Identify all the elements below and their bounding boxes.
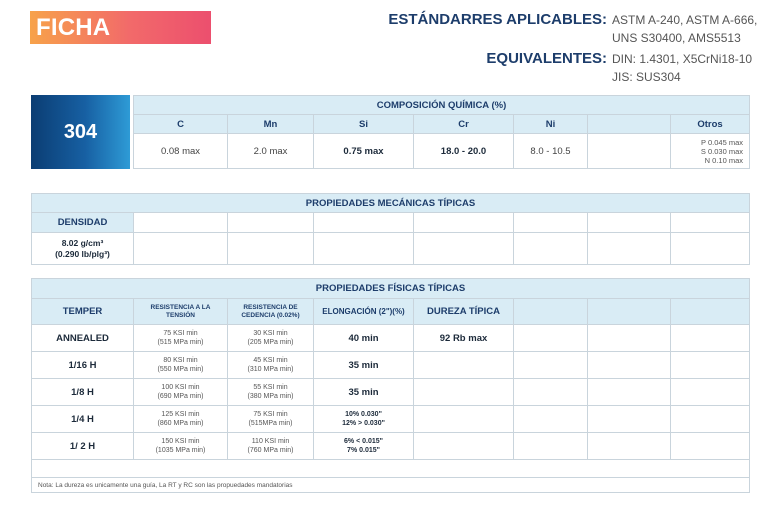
row-tension-line: (550 MPa min) xyxy=(157,366,204,373)
row-tension-line: (1035 MPa min) xyxy=(155,447,206,454)
header-yield xyxy=(228,299,314,325)
composition-value-empty xyxy=(588,134,671,168)
header-tension-line: TENSIÓN xyxy=(166,311,195,319)
row-empty-cell xyxy=(588,352,671,379)
composition-value-si: 0.75 max xyxy=(314,134,414,168)
density-line: (0.290 lb/plg³) xyxy=(55,248,110,259)
row-yield xyxy=(228,433,314,460)
standards-line: ASTM A-240, ASTM A-666, xyxy=(612,13,758,27)
row-tension xyxy=(134,379,228,406)
row-empty-cell xyxy=(671,325,749,352)
equivalents-value xyxy=(612,50,752,86)
row-yield-line: 75 KSI min xyxy=(253,411,288,418)
composition-value-mn: 2.0 max xyxy=(228,134,314,168)
mechanical-empty-cell xyxy=(514,213,588,233)
physical-title: PROPIEDADES FÍSICAS TÍPICAS xyxy=(32,279,749,299)
row-elongation xyxy=(314,406,414,433)
composition-header-cr: Cr xyxy=(414,115,514,134)
equivalents-line: JIS: SUS304 xyxy=(612,70,681,84)
row-tension-line: (860 MPa min) xyxy=(157,420,204,427)
row-tension xyxy=(134,352,228,379)
composition-table xyxy=(133,95,750,169)
mechanical-empty-cell xyxy=(588,233,671,264)
composition-header-empty xyxy=(588,115,671,134)
row-yield-line: 55 KSI min xyxy=(253,384,288,391)
mechanical-empty-cell xyxy=(671,233,749,264)
mechanical-empty-cell xyxy=(228,233,314,264)
composition-value-cr: 18.0 - 20.0 xyxy=(414,134,514,168)
header-empty xyxy=(514,299,588,325)
density-line: 8.02 g/cm³ xyxy=(61,237,104,248)
row-temper: 1/16 H xyxy=(32,352,134,379)
row-temper: 1/8 H xyxy=(32,379,134,406)
composition-value-otros xyxy=(671,134,749,168)
row-hardness xyxy=(414,433,514,460)
mechanical-empty-cell xyxy=(414,213,514,233)
row-elongation-line: 10% 0.030" xyxy=(345,411,382,418)
composition-header-ni: Ni xyxy=(514,115,588,134)
row-yield-line: (205 MPa min) xyxy=(247,339,294,346)
header-tension-line: RESISTENCIA A LA xyxy=(150,303,211,311)
page-title: FICHA TÉCNICA xyxy=(30,11,211,44)
row-tension xyxy=(134,325,228,352)
row-yield xyxy=(228,325,314,352)
density-label: DENSIDAD xyxy=(32,213,134,233)
mechanical-empty-cell xyxy=(514,233,588,264)
row-empty-cell xyxy=(671,379,749,406)
row-hardness: 92 Rb max xyxy=(414,325,514,352)
row-yield-line: (760 MPa min) xyxy=(247,447,294,454)
row-empty-cell xyxy=(671,433,749,460)
row-elongation: 35 min xyxy=(314,379,414,406)
row-empty-cell xyxy=(514,352,588,379)
row-elongation-line: 7% 0.015" xyxy=(347,447,380,454)
row-temper: 1/4 H xyxy=(32,406,134,433)
header-empty xyxy=(588,299,671,325)
row-yield xyxy=(228,379,314,406)
row-empty-cell xyxy=(514,325,588,352)
row-empty-cell xyxy=(588,325,671,352)
grade-badge: 304 xyxy=(31,95,130,169)
row-tension-line: 80 KSI min xyxy=(163,357,198,364)
row-elongation-line: 6% < 0.015" xyxy=(344,438,383,445)
row-tension-line: 100 KSI min xyxy=(161,384,200,391)
mechanical-empty-cell xyxy=(134,213,228,233)
row-empty-cell xyxy=(514,406,588,433)
equivalents-line: DIN: 1.4301, X5CrNi18-10 xyxy=(612,52,753,66)
composition-header-c: C xyxy=(134,115,228,134)
row-yield-line: 30 KSI min xyxy=(253,330,288,337)
row-tension-line: (515 MPa min) xyxy=(157,339,204,346)
row-hardness xyxy=(414,379,514,406)
row-elongation-line: 12% > 0.030" xyxy=(342,420,385,427)
row-elongation xyxy=(314,433,414,460)
row-yield-line: (515MPa min) xyxy=(248,420,293,427)
row-hardness xyxy=(414,406,514,433)
header-tension xyxy=(134,299,228,325)
row-elongation: 35 min xyxy=(314,352,414,379)
header-elongation: ELONGACIÓN (2")(%) xyxy=(314,299,414,325)
row-tension xyxy=(134,406,228,433)
header-yield-line: RESISTENCIA DE xyxy=(243,303,298,311)
spacer-row xyxy=(32,460,749,478)
mechanical-title: PROPIEDADES MECÁNICAS TÍPICAS xyxy=(32,194,749,213)
row-yield xyxy=(228,352,314,379)
header-empty xyxy=(671,299,749,325)
row-tension-line: 150 KSI min xyxy=(161,438,200,445)
composition-header-mn: Mn xyxy=(228,115,314,134)
mechanical-empty-cell xyxy=(228,213,314,233)
row-yield-line: 110 KSI min xyxy=(251,438,290,445)
row-empty-cell xyxy=(671,406,749,433)
header-temper: TEMPER xyxy=(32,299,134,325)
composition-title: COMPOSICIÓN QUÍMICA (%) xyxy=(134,96,749,115)
mechanical-empty-cell xyxy=(314,213,414,233)
row-empty-cell xyxy=(588,406,671,433)
mechanical-empty-cell xyxy=(588,213,671,233)
footnote: Nota: La dureza es unicamente una guía, La RT y RC son las propuedades mandatorias xyxy=(38,482,293,489)
mechanical-empty-cell xyxy=(414,233,514,264)
row-empty-cell xyxy=(588,379,671,406)
standards-label: ESTÁNDARRES APLICABLES: xyxy=(388,11,607,28)
row-yield-line: (310 MPa min) xyxy=(247,366,294,373)
otros-line: N 0.10 max xyxy=(704,155,743,165)
row-empty-cell xyxy=(671,352,749,379)
row-temper: ANNEALED xyxy=(32,325,134,352)
row-tension-line: 75 KSI min xyxy=(163,330,198,337)
equivalents-label: EQUIVALENTES: xyxy=(486,50,607,67)
mechanical-table xyxy=(31,193,750,265)
row-yield xyxy=(228,406,314,433)
standards-value xyxy=(612,11,757,47)
mechanical-empty-cell xyxy=(671,213,749,233)
mechanical-empty-cell xyxy=(314,233,414,264)
mechanical-empty-cell xyxy=(134,233,228,264)
standards-line: UNS S30400, AMS5513 xyxy=(612,31,741,45)
row-empty-cell xyxy=(588,433,671,460)
row-tension xyxy=(134,433,228,460)
composition-header-otros: Otros xyxy=(671,115,749,134)
row-temper: 1/ 2 H xyxy=(32,433,134,460)
row-elongation: 40 min xyxy=(314,325,414,352)
row-hardness xyxy=(414,352,514,379)
composition-value-ni: 8.0 - 10.5 xyxy=(514,134,588,168)
physical-table xyxy=(31,278,750,493)
composition-value-c: 0.08 max xyxy=(134,134,228,168)
row-empty-cell xyxy=(514,379,588,406)
row-empty-cell xyxy=(514,433,588,460)
otros-line: S 0.030 max xyxy=(700,146,743,156)
header-hardness: DUREZA TÍPICA xyxy=(414,299,514,325)
density-value xyxy=(32,233,134,264)
row-yield-line: (380 MPa min) xyxy=(247,393,294,400)
row-tension-line: (690 MPa min) xyxy=(157,393,204,400)
otros-line: P 0.045 max xyxy=(701,137,743,147)
composition-header-si: Si xyxy=(314,115,414,134)
row-yield-line: 45 KSI min xyxy=(253,357,288,364)
header-yield-line: CEDENCIA (0.02%) xyxy=(241,311,300,319)
row-tension-line: 125 KSI min xyxy=(161,411,200,418)
